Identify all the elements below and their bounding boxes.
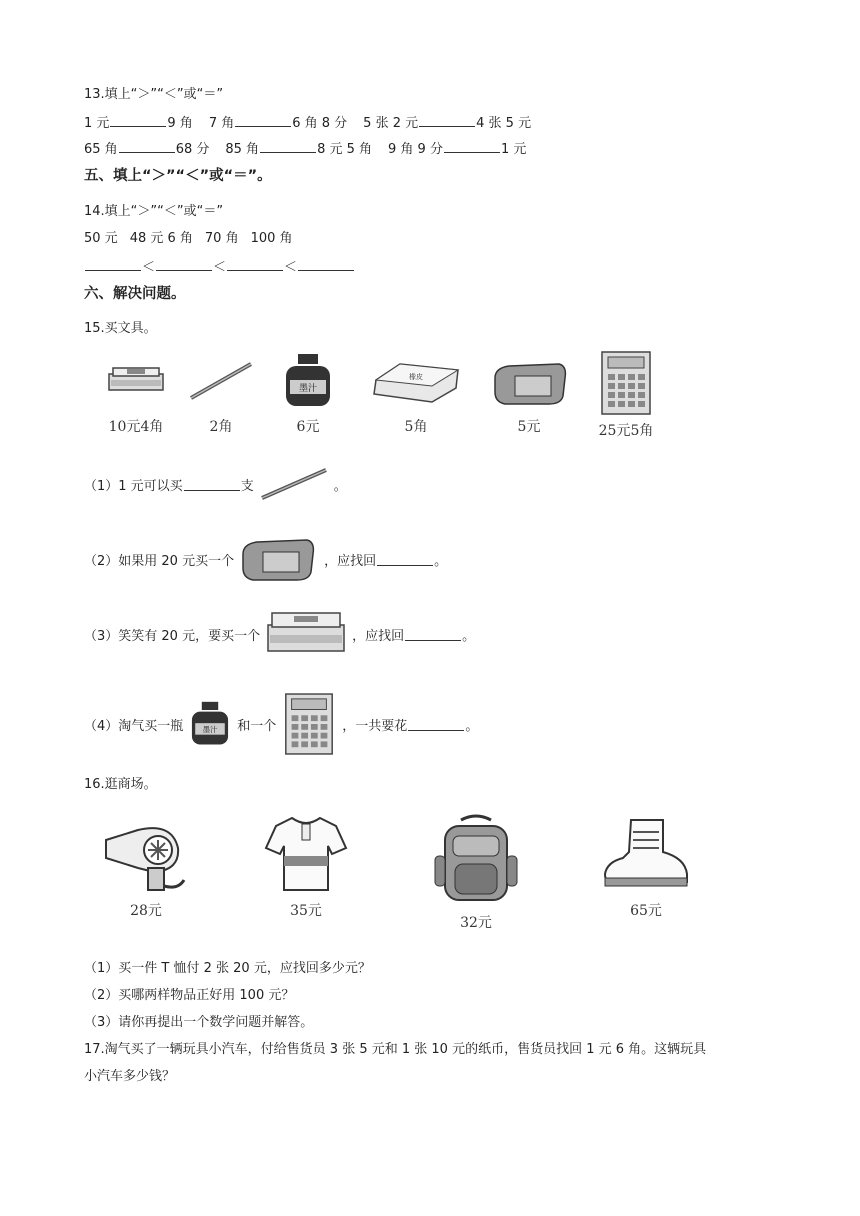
q15-sub1-text: （1）1 元可以买 <box>84 478 183 494</box>
q15-sub-3 <box>84 605 475 663</box>
answer-blank[interactable] <box>298 258 354 271</box>
less-than-sign: ＜ <box>284 260 298 275</box>
q15-item <box>586 350 666 440</box>
section-6-heading: 六、解决问题。 <box>84 286 186 302</box>
q15-item <box>176 350 266 436</box>
q15-sub2-end: 。 <box>434 553 448 569</box>
pencil-case-icon <box>105 350 167 412</box>
answer-blank[interactable] <box>110 114 166 127</box>
q15-sub-4 <box>84 692 478 756</box>
q13-r1-f: 4 张 5 元 <box>476 116 532 131</box>
q16-item <box>256 812 356 920</box>
q15-price: 5角 <box>404 419 428 435</box>
q13-r1-c: 7 角 <box>208 116 235 131</box>
q16-item <box>96 812 196 920</box>
q13-r1-b: 9 角 <box>167 116 193 131</box>
answer-blank[interactable] <box>156 258 212 271</box>
eraser-icon <box>370 350 462 412</box>
q15-sub2-mid: ，应找回 <box>324 553 377 569</box>
section-5-heading: 五、填上“＞”“＜”或“＝”。 <box>84 168 272 184</box>
q15-sub3-text: （3）笑笑有 20 元，要买一个 <box>84 628 261 644</box>
q16-price: 28元 <box>130 903 162 919</box>
q15-price: 6元 <box>296 419 320 435</box>
q16-price: 65元 <box>630 903 662 919</box>
answer-blank[interactable] <box>419 114 475 127</box>
calculator-icon <box>596 350 656 416</box>
q13-r2-c: 85 角 <box>225 142 260 157</box>
q15-item <box>96 350 176 436</box>
q14-value: 70 角 <box>204 231 239 246</box>
shoe-icon <box>601 812 691 896</box>
answer-blank[interactable] <box>444 140 500 153</box>
answer-blank[interactable] <box>235 114 291 127</box>
q13-r2-e: 9 角 9 分 <box>388 142 443 157</box>
q15-item <box>366 350 466 436</box>
q15-price: 2角 <box>209 419 233 435</box>
q15-sub4-mid: 和一个 <box>237 718 277 734</box>
q16-price: 32元 <box>460 915 492 931</box>
q16-price: 35元 <box>290 903 322 919</box>
t-shirt-icon <box>264 812 348 896</box>
svg-text:橡皮: 橡皮 <box>409 373 423 381</box>
q15-item-row <box>96 350 696 450</box>
hair-dryer-icon <box>98 812 194 896</box>
answer-blank[interactable] <box>85 258 141 271</box>
q15-price: 25元5角 <box>598 423 654 439</box>
q14-values <box>84 230 293 248</box>
q13-row-1 <box>84 114 531 133</box>
q13-r1-e: 5 张 2 元 <box>363 116 419 131</box>
q15-sub1-end: 。 <box>333 478 347 494</box>
q15-item <box>268 350 348 436</box>
q14-order-row <box>84 258 355 277</box>
ink-bottle-icon <box>187 695 233 753</box>
q16-sub-1: （1）买一件 T 恤付 2 张 20 元，应找回多少元？ <box>84 961 371 976</box>
q16-item-row <box>96 812 696 932</box>
q14-value: 100 角 <box>250 231 293 246</box>
backpack-icon <box>431 812 521 908</box>
q15-sub4-mid2: ，一共要花 <box>342 718 408 734</box>
svg-text:墨汁: 墨汁 <box>298 384 318 394</box>
pencil-pouch-icon <box>489 350 569 412</box>
q13-r2-a: 65 角 <box>84 142 118 157</box>
pencil-pouch-icon <box>238 532 320 586</box>
svg-text:墨汁: 墨汁 <box>202 725 218 735</box>
q15-sub1-unit: 支 <box>240 478 254 494</box>
q15-item <box>484 350 574 436</box>
q15-price: 10元4角 <box>108 419 164 435</box>
q13-title: 13.填上“＞”“＜”或“＝” <box>84 87 224 102</box>
q13-row-2 <box>84 140 526 159</box>
q15-sub4-end: 。 <box>465 718 479 734</box>
q13-r2-d: 8 元 5 角 <box>317 142 373 157</box>
q15-sub2-text: （2）如果用 20 元买一个 <box>84 553 235 569</box>
q16-sub-3: （3）请你再提出一个数学问题并解答。 <box>84 1015 314 1030</box>
q16-sub-2: （2）买哪两样物品正好用 100 元？ <box>84 988 295 1003</box>
q15-sub4-text: （4）淘气买一瓶 <box>84 718 184 734</box>
pencil-icon <box>258 464 330 504</box>
pencil-case-icon <box>264 605 348 663</box>
less-than-sign: ＜ <box>213 260 227 275</box>
q15-title: 15.买文具。 <box>84 321 157 336</box>
q15-sub3-end: 。 <box>462 628 476 644</box>
q14-value: 50 元 <box>84 231 118 246</box>
pencil-icon <box>185 350 257 412</box>
q13-r1-a: 1 元 <box>84 116 110 131</box>
q14-value: 48 元 6 角 <box>129 231 193 246</box>
q13-r2-b: 68 分 <box>175 142 210 157</box>
answer-blank[interactable] <box>260 140 316 153</box>
answer-blank[interactable] <box>119 140 175 153</box>
q17-line-1: 17.淘气买了一辆玩具小汽车，付给售货员 3 张 5 元和 1 张 10 元的纸币，售货员找回 1 元 6 角。这辆玩具 <box>84 1042 707 1057</box>
answer-blank[interactable] <box>184 478 240 491</box>
answer-blank[interactable] <box>227 258 283 271</box>
q13-r2-f: 1 元 <box>500 142 527 157</box>
q15-price: 5元 <box>517 419 541 435</box>
calculator-icon <box>280 692 338 756</box>
less-than-sign: ＜ <box>142 260 156 275</box>
q16-item <box>426 812 526 932</box>
q14-title: 14.填上“＞”“＜”或“＝” <box>84 204 224 219</box>
q17-line-2: 小汽车多少钱？ <box>84 1069 176 1084</box>
q13-r1-d: 6 角 8 分 <box>292 116 348 131</box>
q15-sub3-mid: ，应找回 <box>352 628 405 644</box>
answer-blank[interactable] <box>405 628 461 641</box>
q15-sub-1 <box>84 464 347 504</box>
answer-blank[interactable] <box>408 718 464 731</box>
q15-sub-2 <box>84 532 447 586</box>
q16-title: 16.逛商场。 <box>84 777 157 792</box>
answer-blank[interactable] <box>377 553 433 566</box>
ink-bottle-icon <box>280 350 336 412</box>
q16-item <box>596 812 696 920</box>
